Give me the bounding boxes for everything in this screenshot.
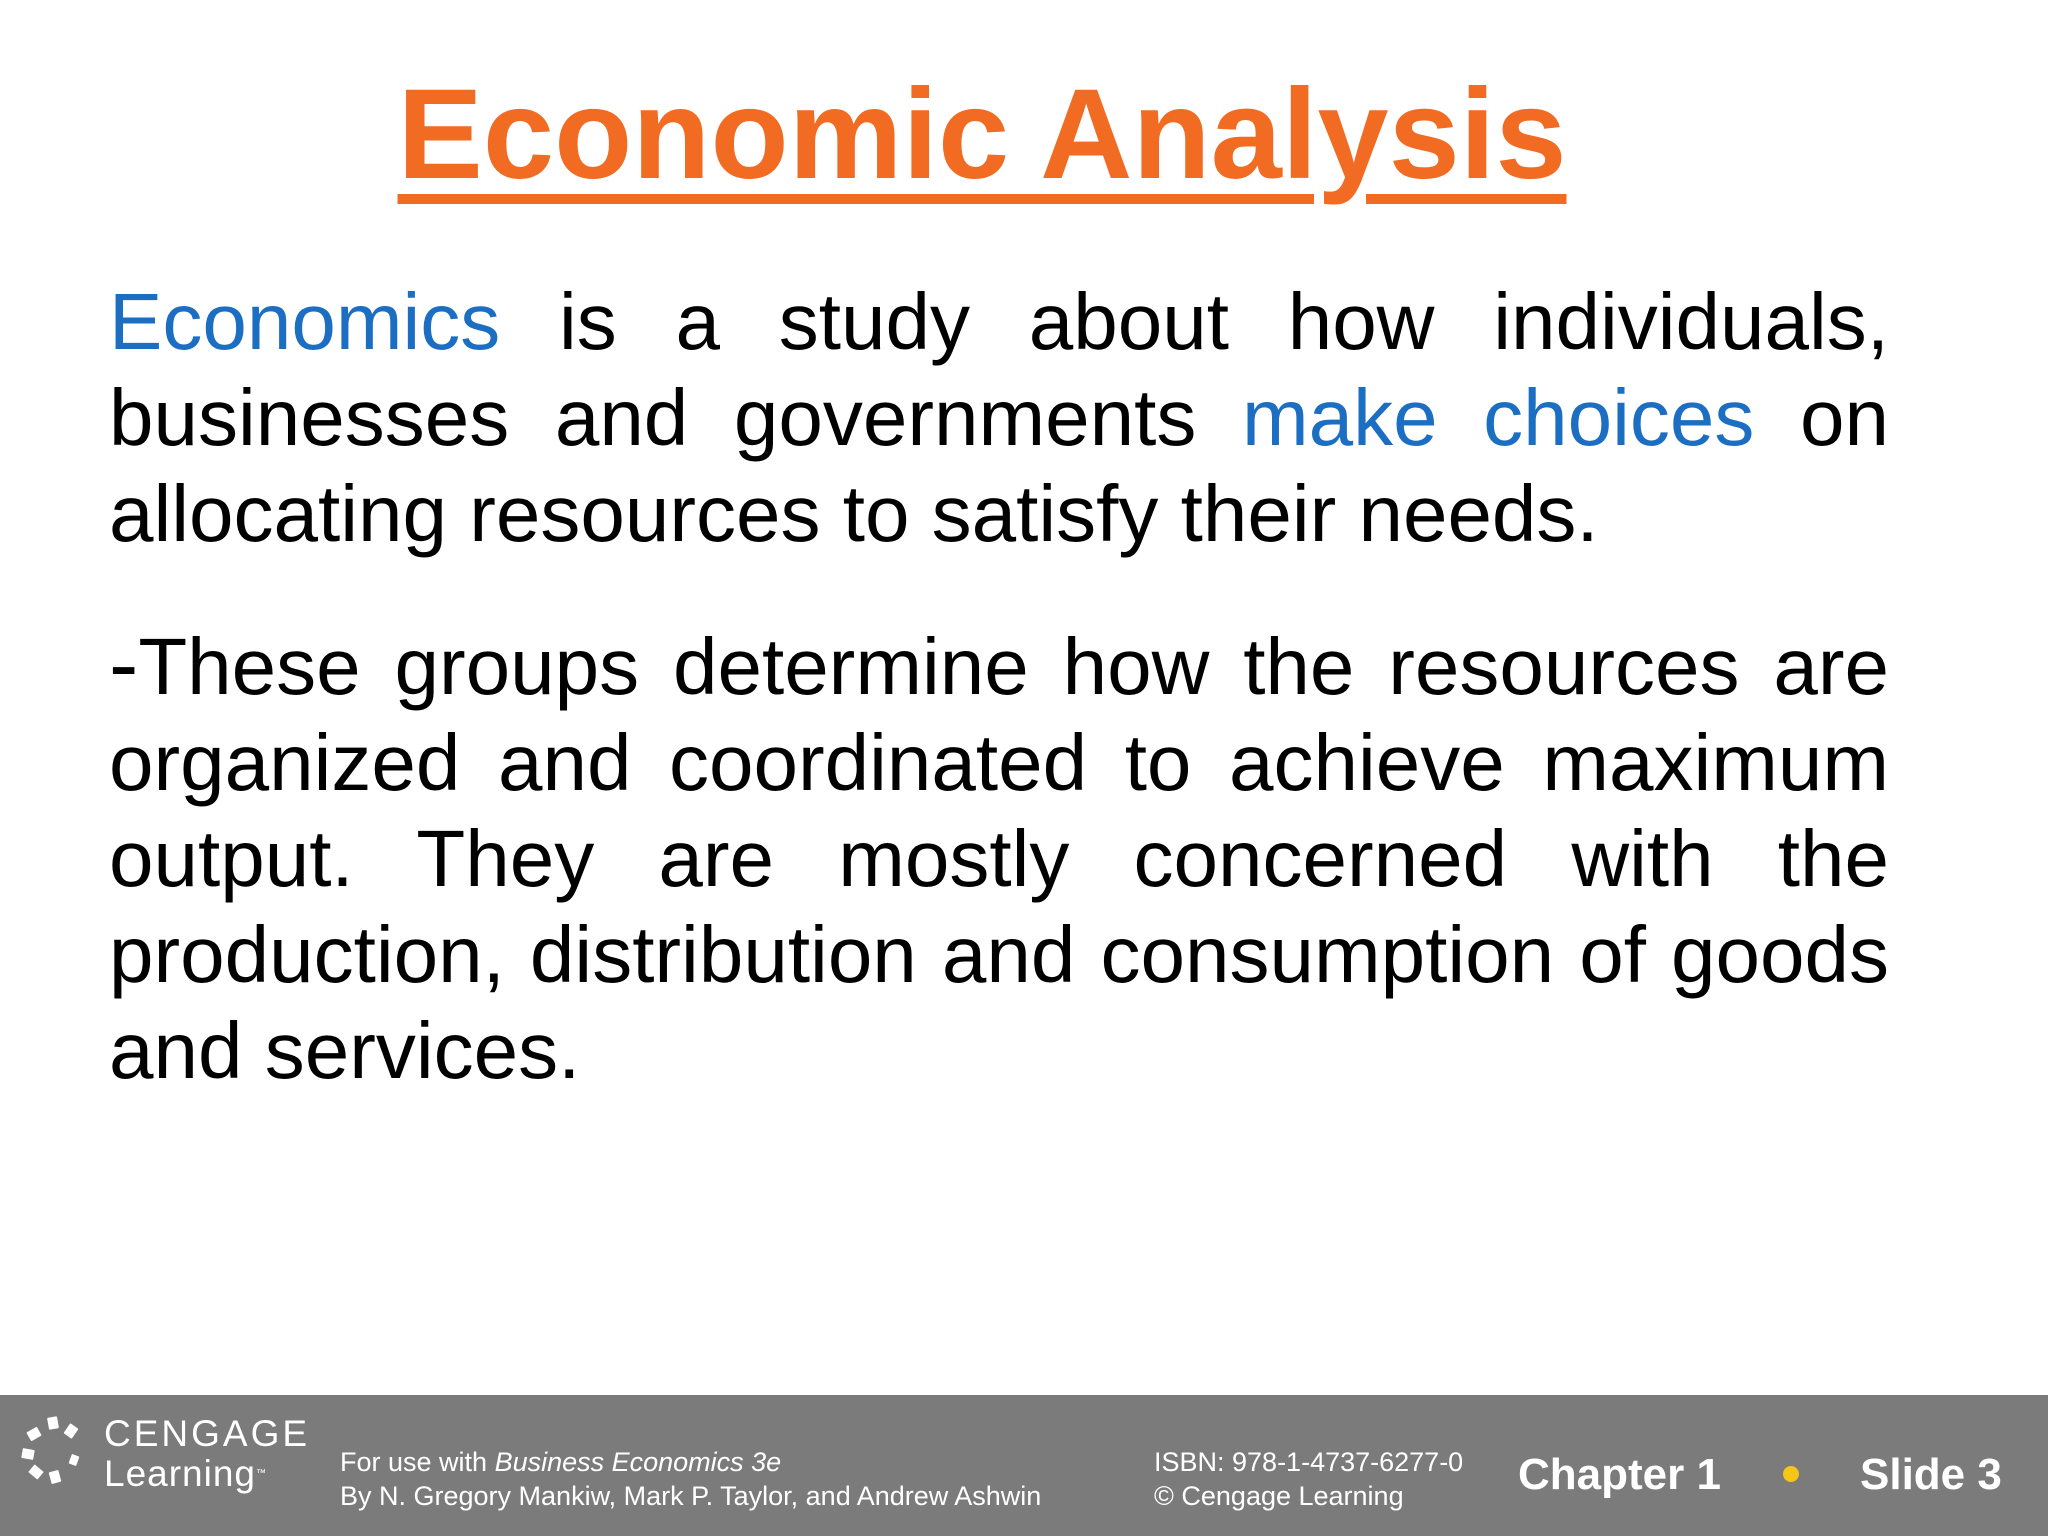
- isbn-number: ISBN: 978-1-4737-6277-0: [1154, 1447, 1464, 1477]
- book-credit: [340, 1445, 1041, 1513]
- term-economics: Economics: [109, 277, 501, 366]
- logo-wordmark-learning: [104, 1453, 267, 1495]
- paragraph1-text-a: is a study about how individuals, businesses and governments: [109, 277, 1889, 462]
- chapter-label: Chapter 1: [1518, 1450, 1721, 1499]
- slide-footer: [0, 1395, 2048, 1536]
- cengage-logo-icon: [20, 1415, 88, 1485]
- paragraph1-text-b: on allocating resources to satisfy their needs.: [109, 373, 1889, 558]
- for-use-prefix: For use with: [340, 1447, 495, 1477]
- book-title: Business Economics 3e: [494, 1447, 782, 1477]
- logo-wordmark-cengage: CENGAGE: [104, 1413, 311, 1454]
- term-make-choices: make choices: [1241, 373, 1755, 462]
- paragraph2-text: These groups determine how the resources are organized and coordinated to achieve maximum output. They are mostly concerned with the production, distribution and consumption of goods and services.: [109, 622, 1889, 1095]
- copyright-notice: © Cengage Learning: [1154, 1481, 1404, 1511]
- paragraph2-dash: -: [109, 614, 139, 713]
- book-authors: By N. Gregory Mankiw, Mark P. Taylor, and Andrew Ashwin: [340, 1481, 1042, 1511]
- paragraph-groups: [109, 616, 1889, 1099]
- isbn-block: [1154, 1445, 1463, 1513]
- logo-learning-text: Learning: [104, 1453, 257, 1494]
- logo-trademark: ™: [256, 1468, 268, 1479]
- book-title-line: [340, 1445, 1041, 1479]
- separator-dot-icon: [1783, 1466, 1799, 1482]
- slide-number: Slide 3: [1860, 1450, 2002, 1499]
- paragraph-economics-definition: [109, 274, 1889, 562]
- slide-title: Economic Analysis: [397, 63, 1567, 206]
